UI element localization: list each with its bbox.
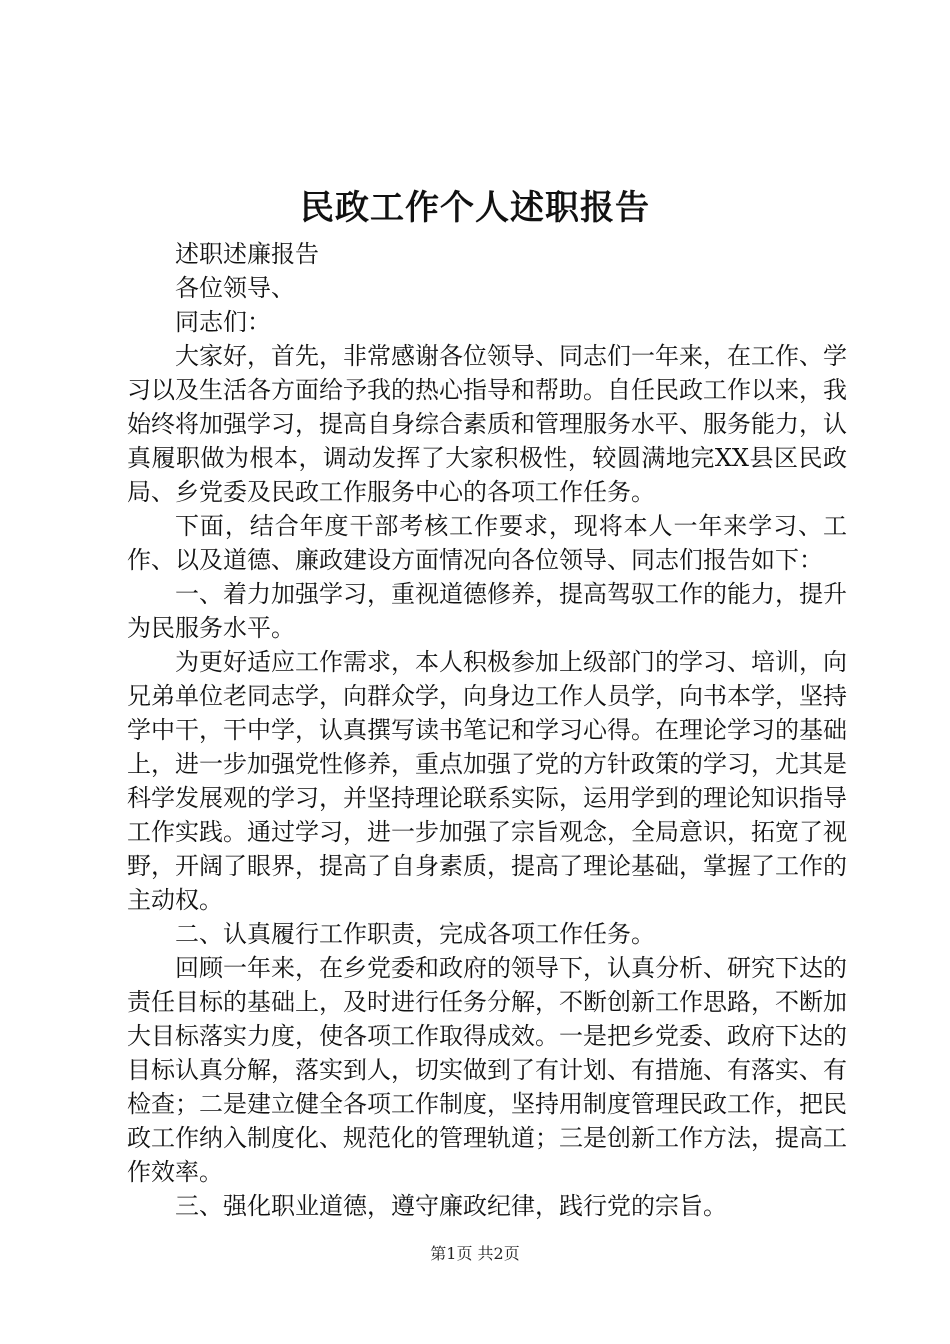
- paragraph: 一、着力加强学习，重视道德修养，提高驾驭工作的能力，提升为民服务水平。: [127, 580, 847, 642]
- paragraph: 为更好适应工作需求，本人积极参加上级部门的学习、培训，向兄弟单位老同志学，向群众学，向身边工作人员学，向书本学，坚持学中干，干中学，认真撰写读书笔记和学习心得。在理论学习的基础上，进一步加强党性修养，重点加强了党的方针政策的学习，尤其是科学发展观的学习，并坚持理论联系实际，运用学到的理论知识指导工作实践。通过学习，进一步加强了宗旨观念，全局意识，拓宽了视野，开阔了眼界，提高了自身素质，提高了理论基础，掌握了工作的主动权。: [127, 648, 847, 914]
- document-body: [127, 237, 847, 1223]
- paragraph: 同志们：: [175, 308, 271, 336]
- paragraph: 述职述廉报告: [175, 240, 319, 268]
- paragraph: 三、强化职业道德，遵守廉政纪律，践行党的宗旨。: [175, 1192, 727, 1220]
- document-title: 民政工作个人述职报告: [300, 188, 650, 228]
- paragraph: 回顾一年来，在乡党委和政府的领导下，认真分析、研究下达的责任目标的基础上，及时进行任务分解，不断创新工作思路，不断加大目标落实力度，使各项工作取得成效。一是把乡党委、政府下达的目标认真分解，落实到人，切实做到了有计划、有措施、有落实、有检查；二是建立健全各项工作制度，坚持用制度管理民政工作，把民政工作纳入制度化、规范化的管理轨道；三是创新工作方法，提高工作效率。: [127, 954, 847, 1186]
- page-number-footer: 第1页 共2页: [430, 1244, 520, 1263]
- paragraph: 下面，结合年度干部考核工作要求，现将本人一年来学习、工作、以及道德、廉政建设方面情况向各位领导、同志们报告如下：: [127, 512, 847, 574]
- paragraph: 大家好，首先，非常感谢各位领导、同志们一年来，在工作、学习以及生活各方面给予我的热心指导和帮助。自任民政工作以来，我始终将加强学习，提高自身综合素质和管理服务水平、服务能力，认真履职做为根本，调动发挥了大家积极性，较圆满地完XX县区民政局、乡党委及民政工作服务中心的各项工作任务。: [127, 342, 847, 506]
- paragraph: 各位领导、: [175, 274, 295, 302]
- paragraph: 二、认真履行工作职责，完成各项工作任务。: [175, 920, 655, 948]
